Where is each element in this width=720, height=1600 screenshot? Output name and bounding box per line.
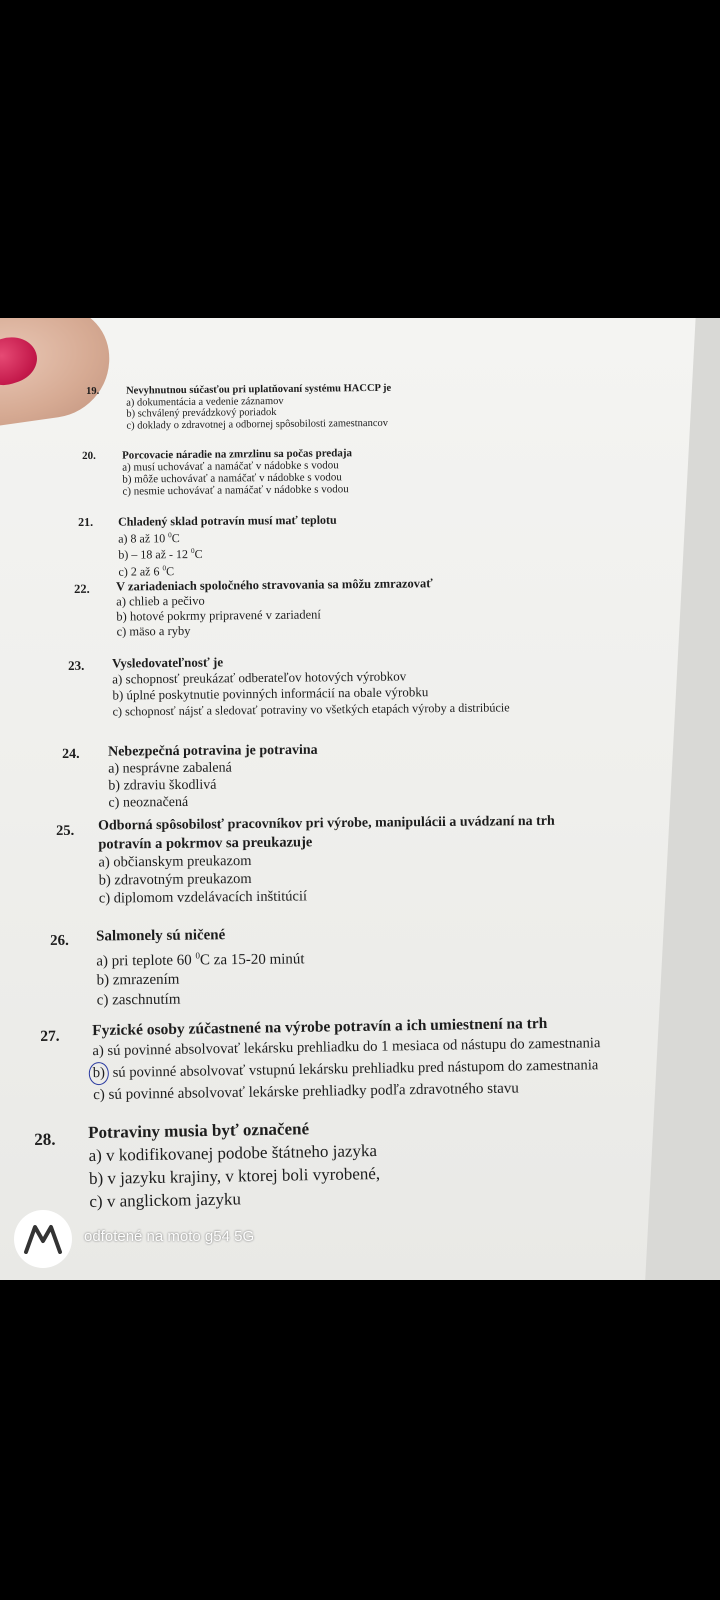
question-27: [40, 1012, 601, 1107]
option-a: a) chlieb a pečivo: [116, 593, 205, 609]
photo-of-test-sheet: [0, 318, 720, 1280]
option-a: a) dokumentácia a vedenie záznamov: [126, 395, 284, 409]
option-c: c) nesmie uchovávať a namáčať v nádobke s vodou: [122, 483, 349, 498]
option-c: c) 2 až 6 $^0$C: [118, 563, 175, 579]
option-a: a) 8 až 10 $^0$C: [118, 530, 180, 546]
watermark-text: odfotené na moto g54 5G: [84, 1227, 255, 1245]
question-28: [34, 1116, 381, 1214]
option-c: c) schopnosť nájsť a sledovať potraviny vo všetkých etapách výroby a distribúcie: [112, 700, 510, 719]
question-title: V zariadeniach spoločného stravovania sa môžu zmrazovať: [115, 576, 433, 594]
question-title: Fyzické osoby zúčastnené na výrobe potravín a ich umiestnení na trh: [92, 1015, 548, 1040]
question-title: Nevyhnutnou súčasťou pri uplatňovaní systému HACCP je: [125, 382, 392, 397]
option-b: b) schválený prevádzkový poriadok: [126, 407, 277, 420]
camera-watermark: [14, 1210, 254, 1268]
option-b: b) v jazyku krajiny, v ktorej boli vyrobené,: [88, 1163, 381, 1189]
option-a: a) schopnosť preukázať odberateľov hotových výrobkov: [112, 668, 407, 687]
question-title: Nebezpečná potravina je potravina: [108, 742, 318, 760]
question-number: 20.: [82, 449, 96, 462]
question-22: [74, 576, 433, 640]
option-a: a) pri teplote 60 $^0$C za 15-20 minút: [96, 949, 305, 970]
option-b: b) úplné poskytnutie povinných informácií na obale výrobku: [112, 684, 429, 703]
answer-circle-mark: b): [89, 1062, 110, 1085]
option-c: c) v anglickom jazyku: [89, 1189, 242, 1212]
option-c: c) sú povinné absolvovať lekárske prehliadky podľa zdravotného stavu: [93, 1080, 519, 1104]
option-c: c) zaschnutím: [96, 991, 181, 1009]
option-b: b) – 18 až - 12 $^0$C: [118, 546, 203, 562]
option-c: c) doklady o zdravotnej a odbornej spôsobilosti zamestnancov: [126, 417, 389, 432]
question-25: [56, 813, 556, 908]
question-number: 22.: [74, 581, 90, 596]
question-number: 27.: [40, 1027, 60, 1045]
question-number: 23.: [68, 657, 85, 673]
option-b: b) hotové pokrmy pripravené v zariadení: [116, 607, 321, 624]
question-title: Potraviny musia byť označené: [88, 1119, 310, 1143]
question-24: [62, 742, 318, 812]
option-b: b) zdraviu škodlivá: [108, 777, 217, 794]
question-title: Porcovacie náradie na zmrzlinu sa počas predaja: [121, 447, 353, 462]
question-title-line-2: potravín a pokrmov sa preukazuje: [98, 834, 313, 853]
question-title: Chladený sklad potravín musí mať teplotu: [117, 512, 337, 529]
question-19: [86, 383, 392, 432]
option-b: b) sú povinné absolvovať vstupnú lekársku prehliadku pred nástupom do zamestnania: [93, 1054, 601, 1085]
question-21: [78, 514, 337, 579]
question-26: [50, 925, 305, 1011]
option-a: a) musí uchovávať a namáčať v nádobke s vodou: [122, 459, 339, 474]
fingernail: [0, 330, 43, 391]
option-c: c) diplomom vzdelávacích inštitúcií: [98, 888, 308, 907]
question-number: 19.: [86, 385, 100, 397]
motorola-logo-icon: [14, 1210, 72, 1268]
question-title: Odborná spôsobilosť pracovníkov pri výrobe, manipulácii a uvádzaní na trh: [98, 813, 555, 834]
question-23: [68, 651, 510, 720]
question-number: 24.: [62, 746, 80, 762]
question-number: 25.: [56, 822, 75, 839]
option-a: a) občianskym preukazom: [98, 852, 252, 871]
option-c: c) neoznačená: [108, 794, 189, 811]
question-20: [82, 447, 352, 498]
option-a: a) v kodifikovanej podobe štátneho jazyka: [88, 1141, 378, 1166]
option-a: a) nesprávne zabalená: [108, 760, 232, 777]
option-a: a) sú povinné absolvovať lekársku prehliadku do 1 mesiaca od nástupu do zamestnania: [92, 1035, 601, 1060]
question-title: Salmonely sú ničené: [96, 927, 226, 945]
option-b: b) môže uchovávať a namáčať v nádobke s vodou: [122, 471, 342, 486]
question-number: 26.: [50, 932, 69, 949]
question-number: 21.: [77, 514, 94, 529]
option-b: b) zdravotným preukazom: [98, 870, 252, 889]
question-number: 28.: [34, 1129, 56, 1149]
question-title: Vysledovateľnosť je: [111, 654, 224, 671]
option-c: c) mäso a ryby: [116, 623, 191, 639]
paper-edge: [644, 318, 720, 1280]
option-b: b) zmrazením: [96, 971, 180, 989]
